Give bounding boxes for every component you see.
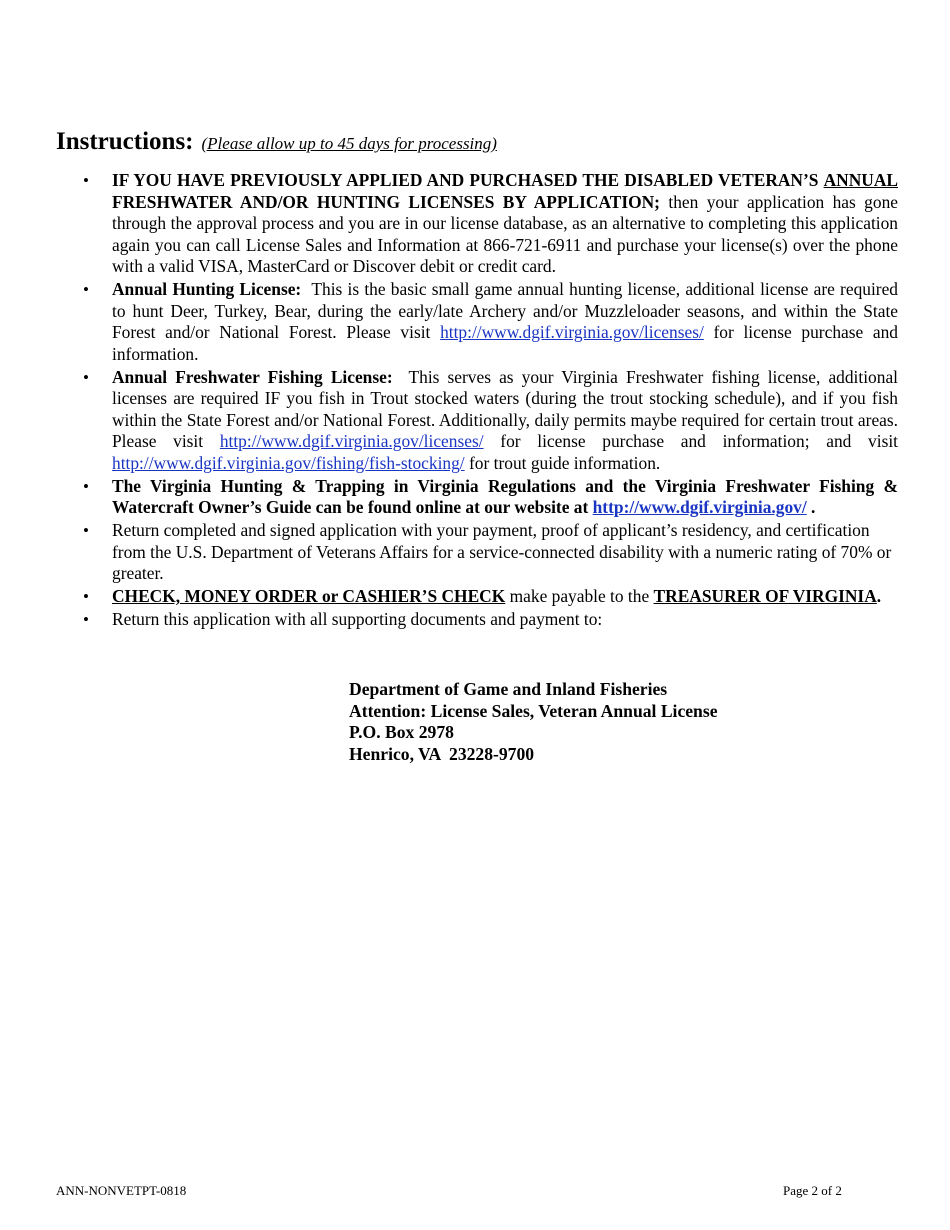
list-item-regulations: [83, 475, 898, 519]
item3-label: Annual Freshwater Fishing License:: [112, 366, 393, 387]
payee: TREASURER OF VIRGINIA: [653, 586, 877, 606]
item6-tail: .: [876, 586, 882, 606]
item1-text: then your application has gone through the approval process and you are in our license database, as an alternative to completing this application again you can call License Sales and Information at 866-721-6911 and purchase your license(s) over the phone with a valid VISA, MasterCard or Discover debit or credit card.: [112, 191, 898, 276]
item3-text-after: for trout guide information.: [469, 452, 661, 473]
item3-text-mid: for license purchase and information; and visit: [500, 431, 899, 451]
item2-text-after: for license purchase and information.: [112, 322, 898, 364]
bullet-icon: •: [83, 476, 89, 496]
item1-bold-a: IF YOU HAVE PREVIOUSLY APPLIED AND PURCHASED THE DISABLED VETERAN’S: [112, 170, 819, 190]
instructions-heading: [56, 128, 497, 156]
bullet-icon: •: [83, 280, 89, 299]
address-line-2: Attention: License Sales, Veteran Annual License: [349, 700, 718, 721]
address-line-1: Department of Game and Inland Fisheries: [349, 679, 668, 699]
mailing-address: [349, 679, 718, 765]
item3-text: This serves as your Virginia Freshwater fishing license, additional licenses are required IF you fish in Trout stocked waters (during the trout stocking schedule), and if you fish within the State Forest and/or National Forest. Additionally, daily permits maybe required for certain trout areas. Please visit: [112, 366, 898, 451]
address-line-4: Henrico, VA 23228-9700: [349, 743, 535, 764]
page-number: Page 2 of 2: [783, 1183, 842, 1198]
list-item-return-application: [83, 520, 898, 585]
list-item-fishing-license: [83, 366, 899, 475]
fish-stocking-link[interactable]: http://www.dgif.virginia.gov/fishing/fish-stocking/: [112, 452, 465, 473]
item2-label: Annual Hunting License:: [112, 279, 302, 299]
address-line-3: P.O. Box 2978: [349, 722, 454, 743]
licenses-link[interactable]: http://www.dgif.virginia.gov/licenses/: [440, 322, 704, 342]
licenses-link[interactable]: http://www.dgif.virginia.gov/licenses/: [219, 431, 484, 451]
list-item-payment: [83, 586, 898, 608]
website-link[interactable]: http://www.dgif.virginia.gov/: [592, 497, 807, 517]
instructions-list: [83, 170, 899, 632]
item2-text: This is the basic small game annual hunting license, additional license are required to hunt Deer, Turkey, Bear, during the early/late Archery and/or Muzzleloader seasons, and within the State Forest and/or National Forest. Please visit: [112, 279, 898, 342]
instructions-title: Instructions:: [56, 128, 194, 155]
list-item-previous-applicants: [83, 170, 898, 278]
bullet-icon: •: [83, 171, 89, 190]
item6-text: make payable to the: [509, 586, 650, 606]
bullet-icon: •: [83, 587, 89, 606]
payment-methods: CHECK, MONEY ORDER or CASHIER’S CHECK: [112, 586, 506, 606]
form-code: ANN-NONVETPT-0818: [56, 1183, 187, 1198]
list-item-mail-to: [83, 609, 898, 631]
bullet-icon: •: [83, 521, 89, 540]
item5-text: Return completed and signed application with your payment, proof of applicant’s residency, and certification from the U.S. Department of Veterans Affairs for a service-connected disability with a numeric rating of 70% or greater.: [112, 520, 892, 583]
item4-text: The Virginia Hunting & Trapping in Virginia Regulations and the Virginia Freshwater Fishing & Watercraft Owner’s Guide can be found online at our website at: [112, 475, 898, 517]
item7-text: Return this application with all supporting documents and payment to:: [112, 609, 603, 629]
processing-note: (Please allow up to 45 days for processing): [201, 134, 497, 153]
item1-annual: ANNUAL: [823, 170, 898, 190]
bullet-icon: •: [83, 610, 89, 629]
list-item-hunting-license: [83, 279, 898, 365]
item4-tail: .: [811, 497, 816, 517]
bullet-icon: •: [83, 367, 89, 387]
item1-bold-b: FRESHWATER AND/OR HUNTING LICENSES BY APPLICATION;: [112, 191, 660, 212]
